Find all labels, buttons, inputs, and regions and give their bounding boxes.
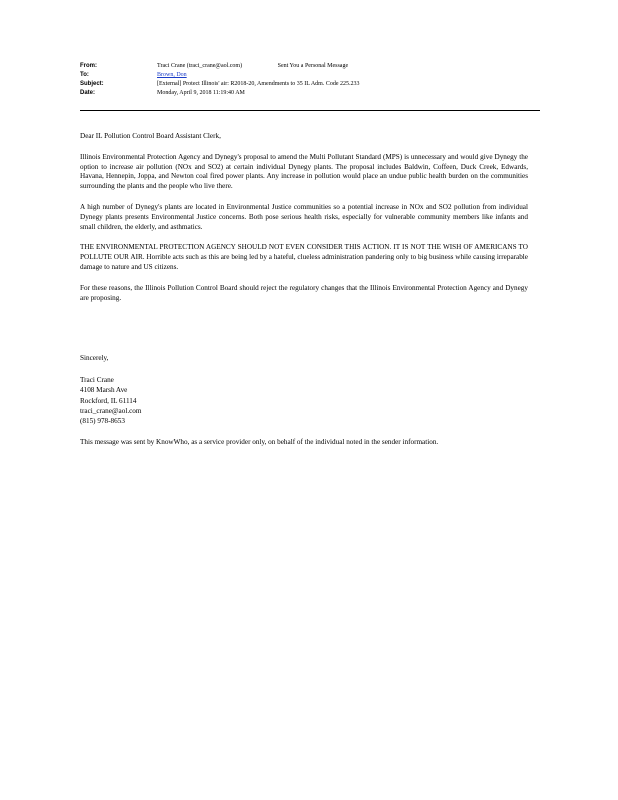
subject-row — [80, 80, 540, 89]
signature-city: Rockford, IL 61114 — [80, 396, 137, 405]
signature-email: traci_crane@aol.com — [80, 406, 142, 415]
signature-block — [80, 375, 528, 426]
email-header — [80, 62, 540, 98]
from-row — [80, 62, 540, 71]
signature-name: Traci Crane — [80, 376, 114, 385]
from-value: Traci Crane (traci_crane@aol.com) — [157, 63, 243, 69]
date-value: Monday, April 9, 2018 11:19:40 AM — [157, 90, 245, 96]
body-paragraph: For these reasons, the Illinois Pollution Control Board should reject the regulatory changes that the Illinois Environmental Protection Agency and Dynegy are proposing. — [80, 283, 528, 302]
subject-value: [External] Protect Illinois' air: R2018-20, Amendments to 35 IL Adm. Code 225.233 — [157, 81, 360, 87]
sent-note: Sent You a Personal Message — [277, 63, 349, 69]
signature-address: 4108 Marsh Ave — [80, 386, 128, 395]
header-divider — [80, 110, 540, 111]
from-label: From: — [80, 63, 97, 69]
to-recipient-link[interactable]: Brown, Don — [157, 72, 187, 78]
to-label: To: — [80, 72, 89, 78]
subject-label: Subject: — [80, 81, 104, 87]
footer-note: This message was sent by KnowWho, as a service provider only, on behalf of the individual noted in the sender information. — [80, 438, 439, 447]
date-label: Date: — [80, 90, 96, 96]
greeting: Dear IL Pollution Control Board Assistant Clerk, — [80, 132, 221, 140]
signoff: Sincerely, — [80, 354, 109, 363]
to-row — [80, 71, 540, 80]
email-body — [80, 132, 528, 459]
body-paragraph: Illinois Environmental Protection Agency and Dynegy's proposal to amend the Multi Pollutant Standard (MPS) is unnecessary and would give Dynegy the option to increase air pollution (NOx and SO2) at certain individual Dynegy plants. The proposal includes Baldwin, Coffeen, Duck Creek, Edwards, Havana, Hennepin, Joppa, and Newton coal fired power plants. Any increase in pollution would place an undue public health burden on the communities surrounding the plants and the people who live there. — [80, 152, 528, 191]
date-row — [80, 89, 540, 98]
body-paragraph: A high number of Dynegy's plants are located in Environmental Justice communities so a potential increase in NOx and SO2 pollution from individual Dynegy plants presents Environmental Justice concerns. Both pose serious health risks, especially for vulnerable community members like infants and small children, the elderly, and asthmatics. — [80, 202, 528, 231]
body-paragraph: THE ENVIRONMENTAL PROTECTION AGENCY SHOULD NOT EVEN CONSIDER THIS ACTION. IT IS NOT THE WISH OF AMERICANS TO POLLUTE OUR AIR. Horrible acts such as this are being led by a hateful, clueless administration pandering only to big business while causing irreparable damage to nature and US citizens. — [80, 243, 528, 271]
signature-phone: (815) 978-8653 — [80, 416, 125, 425]
